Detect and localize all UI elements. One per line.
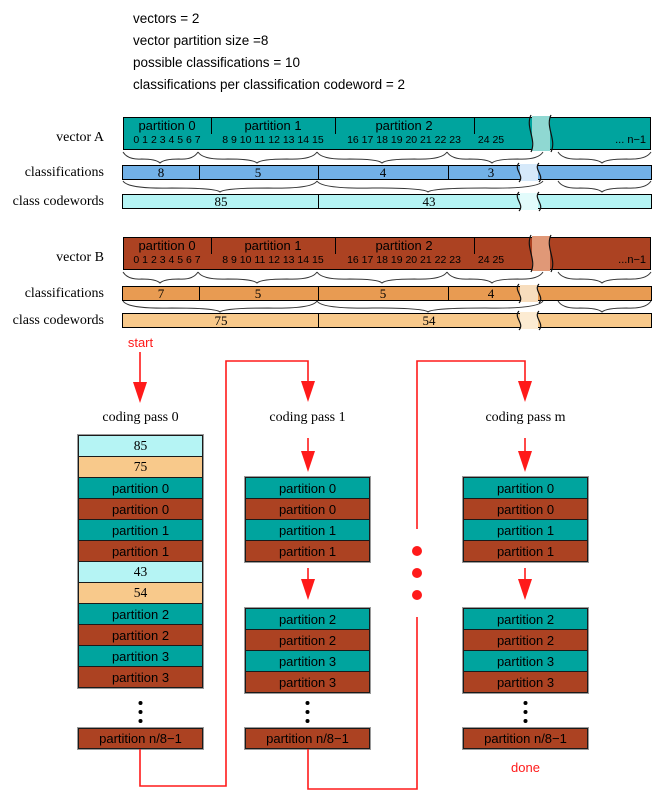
vector-b-partition-2: partition 2: [375, 238, 433, 253]
codeword-value: 75: [214, 313, 228, 328]
partition-block: partition 1: [463, 540, 588, 562]
vector-b-label: vector B: [56, 250, 104, 265]
classification-value: 4: [487, 286, 495, 301]
partition-block: partition 3: [463, 650, 588, 672]
coding-pass-0-label: coding pass 0: [102, 410, 179, 425]
vector-b-partition-1: partition 1: [244, 238, 302, 253]
coding-pass-1-group-2: [245, 608, 370, 693]
codewords-b-label: class codewords: [12, 313, 104, 328]
codeword-value: 54: [422, 313, 436, 328]
vector-a-indices-0: 0 1 2 3 4 5 6 7: [133, 134, 201, 146]
classifications-a-label: classifications: [24, 165, 104, 180]
classification-value: 8: [157, 165, 165, 180]
vector-b-tail: ...n−1: [618, 254, 646, 266]
vector-a-tail: ... n−1: [615, 134, 646, 146]
partition-block: partition 0: [78, 477, 203, 499]
partition-block: partition 0: [463, 498, 588, 520]
coding-pass-m-group-1: [463, 477, 588, 562]
partition-block: partition 0: [463, 477, 588, 499]
codeword-block: 43: [78, 561, 203, 583]
partition-block: partition 1: [463, 519, 588, 541]
partition-block: partition 3: [245, 671, 370, 693]
codeword-value: 43: [422, 194, 436, 209]
vector-a-bar: [123, 117, 651, 150]
partition-block: partition 0: [245, 477, 370, 499]
coding-pass-1-label: coding pass 1: [269, 410, 346, 425]
classification-value: 5: [379, 286, 387, 301]
param-classifications: possible classifications = 10: [133, 55, 300, 70]
partition-block: partition 3: [78, 645, 203, 667]
vector-a-partition-2: partition 2: [375, 118, 433, 133]
divider: [318, 166, 319, 179]
vector-b-bar: [123, 237, 651, 270]
classifications-b-label: classifications: [24, 286, 104, 301]
partition-block: partition 2: [78, 603, 203, 625]
codewords-a-label: class codewords: [12, 194, 104, 209]
parameters-block: [133, 8, 405, 96]
classifications-b-bar: [122, 286, 652, 301]
coding-pass-1-group-1: [245, 477, 370, 562]
vector-a-partition-1: partition 1: [244, 118, 302, 133]
coding-pass-m-group-2: [463, 608, 588, 693]
partition-tail-block: partition n/8−1: [463, 728, 588, 749]
partition-block: partition 1: [245, 519, 370, 541]
vector-a-partition-0: partition 0: [138, 118, 196, 133]
divider: [211, 118, 212, 134]
coding-pass-m-label: coding pass m: [485, 410, 566, 425]
done-label: done: [511, 760, 540, 775]
partition-block: partition 3: [463, 671, 588, 693]
divider: [448, 287, 449, 300]
divider: [199, 287, 200, 300]
partition-block: partition 0: [245, 498, 370, 520]
partition-block: partition 2: [463, 629, 588, 651]
classification-value: 5: [254, 286, 262, 301]
divider: [335, 238, 336, 254]
partition-block: partition 3: [78, 666, 203, 688]
vector-b-indices-0: 0 1 2 3 4 5 6 7: [133, 254, 201, 266]
vector-b-indices-2: 16 17 18 19 20 21 22 23: [347, 254, 461, 266]
vector-a-label: vector A: [56, 130, 104, 145]
partition-block: partition 1: [245, 540, 370, 562]
codewords-a-bar: [122, 194, 652, 209]
codeword-block: 54: [78, 582, 203, 604]
start-label: start: [127, 335, 154, 350]
partition-tail-block: partition n/8−1: [245, 728, 370, 749]
divider: [199, 166, 200, 179]
divider: [318, 314, 319, 327]
param-vectors: vectors = 2: [133, 11, 200, 26]
divider: [474, 238, 475, 254]
partition-block: partition 3: [245, 650, 370, 672]
divider: [474, 118, 475, 134]
codeword-block: 75: [78, 456, 203, 478]
classification-value: 7: [157, 286, 165, 301]
vector-a-indices-1: 8 9 10 11 12 13 14 15: [222, 134, 324, 146]
partition-block: partition 1: [78, 540, 203, 562]
classification-value: 5: [254, 165, 262, 180]
divider: [211, 238, 212, 254]
codewords-b-bar: [122, 313, 652, 328]
partition-block: partition 2: [245, 608, 370, 630]
divider: [318, 195, 319, 208]
divider: [335, 118, 336, 134]
param-partition-size: vector partition size =8: [133, 33, 269, 48]
vector-a-indices-3: 24 25: [477, 134, 505, 146]
vector-b-indices-1: 8 9 10 11 12 13 14 15: [222, 254, 324, 266]
coding-pass-0-stack: [78, 435, 203, 688]
partition-tail-block: partition n/8−1: [78, 728, 203, 749]
partition-block: partition 2: [245, 629, 370, 651]
partition-block: partition 1: [78, 519, 203, 541]
partition-block: partition 2: [78, 624, 203, 646]
param-classifications-per-codeword: classifications per classification codeword = 2: [133, 77, 406, 92]
divider: [318, 287, 319, 300]
classification-value: 4: [379, 165, 387, 180]
classification-value: 3: [487, 165, 495, 180]
vector-b-partition-0: partition 0: [138, 238, 196, 253]
codeword-block: 85: [78, 435, 203, 457]
partition-block: partition 2: [463, 608, 588, 630]
partition-block: partition 0: [78, 498, 203, 520]
divider: [448, 166, 449, 179]
vector-a-indices-2: 16 17 18 19 20 21 22 23: [347, 134, 461, 146]
vector-b-indices-3: 24 25: [477, 254, 505, 266]
classifications-a-bar: [122, 165, 652, 180]
codeword-value: 85: [214, 194, 228, 209]
